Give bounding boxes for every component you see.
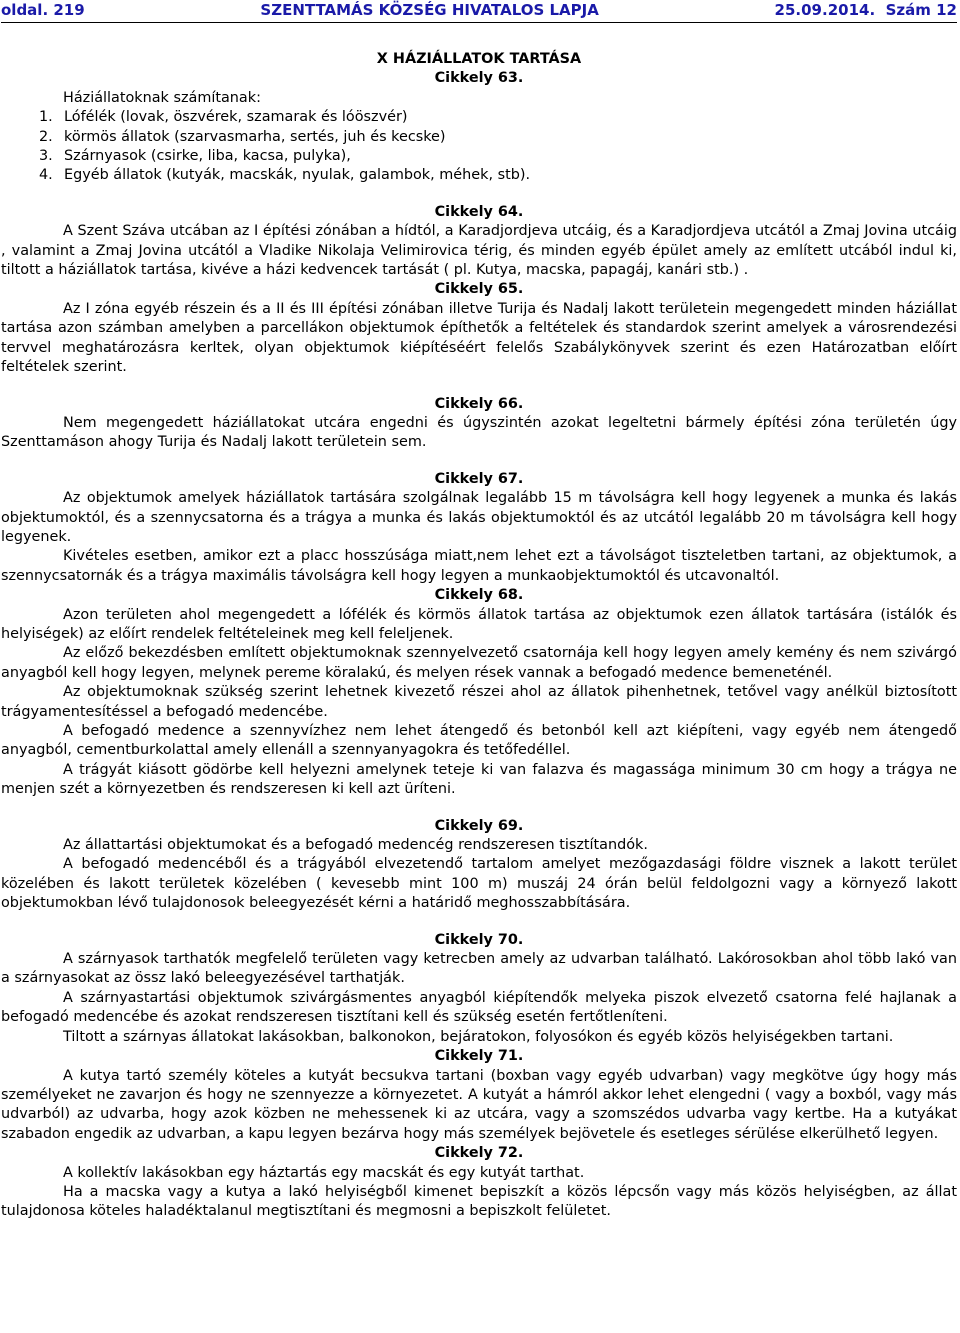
article-heading: Cikkely 67. (434, 470, 524, 487)
article-paragraph: A kollektív lakásokban egy háztartás egy macskát és egy kutyát tarthat. (63, 1164, 585, 1181)
article-heading: Cikkely 72. (434, 1145, 524, 1162)
issue-date: 25.09.2014. (774, 1, 876, 19)
article-paragraph: A kutya tartó személy köteles a kutyát becsukva tartani (boxban vagy egyéb udvarban) vagy megkötve úgy hogy más személyeket ne zavarjon és hogy ne szennyezze a környezetet. A kutyát a hámról akkor lehet elengedni ( vagy a boxból, vagy más udvarból) az udvarba, hogy azok közben ne mehessenek ki az utcára, vagy a szomszédos udvarba vagy kertbe. Ha a kutyákat szabadon engedik az udvarban, a kapu legyen bezárva hogy más személyek bejövetele és esetleges sérülése elkerülhető legyen. (1, 1067, 957, 1142)
article-paragraph: A Szent Száva utcában az I építési zónában a hídtól, a Karadjordjeva utcáig, és a Karadjordjeva utcától a Zmaj Jovina utcáig , valamint a Zmaj Jovina utcától a Vladike Nikolaja Velimirovica térig, és minden egyéb épület amely az említett utcából indul ki, tiltott a háziállatok tartása, kivéve a házi kedvencek tartását ( pl. Kutya, macska, papagáj, kanári stb.) . (1, 223, 957, 279)
article-paragraph: Az állattartási objektumokat és a befogadó medencég rendszeresen tisztítandók. (63, 837, 648, 854)
article-paragraph: Az objektumoknak szükség szerint lehetnek kivezető részei ahol az állatok pihenhetnek, tetővel vagy anélkül biztosított trágyamentesítéssel a befogadó medencébe. (1, 684, 957, 720)
list-item (1, 108, 957, 127)
list-item-number: 1. (39, 109, 53, 126)
page-number: oldal. 219 (1, 1, 85, 19)
article-heading: Cikkely 64. (434, 203, 524, 220)
article-heading: Cikkely 69. (434, 817, 524, 834)
article-paragraph: A szárnyasok tarthatók megfelelő területen vagy ketrecben amely az udvarban található. Lakórosokban ahol több lakó van a szárnyasokat az össz lakó beleegyezésével tarthatják. (1, 951, 957, 987)
article-paragraph: Azon területen ahol megengedett a lófélék és körmös állatok tartása az objektumok ezen állatok tartására (istálók és helyiségek) az előírt rendelek feltételeinek meg kell feleljenek. (1, 606, 957, 642)
list-item-number: 2. (39, 128, 53, 145)
article-paragraph: Nem megengedett háziállatokat utcára engedni és úgyszintén azokat legeltetni bármely építési zóna területén úgy Szenttamáson ahogy Turija és Nadalj lakott területein sem. (1, 414, 957, 451)
page-header (1, 0, 957, 23)
article-heading: Cikkely 68. (434, 587, 524, 604)
article-paragraph: A befogadó medence a szennyvízhez nem lehet átengedő és betonból kell azt kiépíteni, vagy egyéb nem átengedő anyagból, cementburkolattal amely ellenáll a szennyanyagokra és tetőfedéllel. (1, 723, 957, 759)
list-intro: Háziállatoknak számítanak: (63, 89, 261, 106)
article-paragraph: A szárnyastartási objektumok szivárgásmentes anyagból kiépítendők melyeka piszok elvezető csatorna felé hajlanak a befogadó medencébe és azokat rendszeresen tisztítani kell és szükség esetén fertőtleníteni. (1, 989, 957, 1026)
list-item-text: Lófélék (lovak, öszvérek, szamarak és lóöszvér) (64, 109, 408, 126)
article-heading: Cikkely 63. (434, 70, 524, 87)
issue-number: Szám 12 (885, 1, 957, 19)
list-item-text: körmös állatok (szarvasmarha, sertés, juh és kecske) (64, 128, 446, 145)
issue-info (775, 1, 957, 20)
article-paragraph: Az előző bekezdésben említett objektumoknak szennyelvezető csatornája kell hogy legyen amely kemény és nem szivárgó anyagból kell hogy legyen, melynek pereme köralakú, és melyen rések vannak a befogadó medence bemeneténél. (1, 645, 957, 681)
article-paragraph: Az I zóna egyéb részein és a II és III építési zónában illetve Turija és Nadalj lakott területein megengedett minden háziállat tartása azon számban amelyben a parcellákon objektumok építhetők a feltételek és standardok szerint amelyek a városrendezési tervvel meghatározásra kerltek, olyan objektumok kiépítéséért felelős Szabálykönyvek szerint és ezen Határozatban előírt feltételek szerint. (1, 300, 957, 376)
list-item-number: 3. (39, 148, 53, 165)
article-heading: Cikkely 70. (434, 931, 524, 948)
animal-category-list (1, 108, 957, 186)
list-item (1, 128, 957, 147)
journal-title: SZENTTAMÁS KÖZSÉG HIVATALOS LAPJA (260, 1, 599, 19)
article-heading: Cikkely 66. (434, 395, 524, 412)
article-paragraph: A befogadó medencéből és a trágyából elvezetendő tartalom amelyet mezőgazdasági földre visznek a lakott terület közelében és lakott területek közelében ( kevesebb mint 100 m) muszáj 24 órán belül feldolgozni vagy a környező lakott objektumokban lévő tulajdonosok beleegyezését kérni a határidő meghosszabbítására. (1, 856, 957, 912)
list-item (1, 147, 957, 166)
chapter-title: X HÁZIÁLLATOK TARTÁSA (376, 51, 582, 67)
list-item-text: Egyéb állatok (kutyák, macskák, nyulak, galambok, méhek, stb). (64, 167, 531, 184)
list-item-number: 4. (39, 167, 53, 184)
article-paragraph: A trágyát kiásott gödörbe kell helyezni amelynek teteje ki van falazva és magassága minimum 30 cm hogy a trágya ne menjen szét a környezetben és rendszeresen ki kell azt üríteni. (1, 761, 957, 798)
article-paragraph: Kivételes esetben, amikor ezt a placc hosszúsága miatt,nem lehet ezt a távolságot tiszteletben tartani, az objektumok, a szennycsatornák és a trágya maximális távolságra kell hogy legyen a munkaobjektumoktól és utcavonaltól. (1, 548, 957, 584)
article-paragraph: Tiltott a szárnyas állatokat lakásokban, balkonokon, bejáratokon, folyosókon és egyéb közös helyiségekben tartani. (63, 1028, 894, 1045)
list-item (1, 166, 957, 185)
article-heading: Cikkely 65. (434, 281, 524, 298)
list-item-text: Szárnyasok (csirke, liba, kacsa, pulyka), (64, 148, 351, 165)
article-paragraph: Ha a macska vagy a kutya a lakó helyiségből kimenet bepiszkít a közös lépcsőn vagy más közös helyiségben, az állat tulajdonosa köteles haladéktalanul megtisztítani és megmosni a bepiszkolt felületet. (1, 1183, 957, 1220)
article-paragraph: Az objektumok amelyek háziállatok tartására szolgálnak legalább 15 m távolságra kell hogy legyenek a munka és lakás objektumoktól, és a szennycsatorna és a trágya a munka és lakás objektumoktól és az utcától legalább 20 m távolságra kell hogy legyenek. (1, 490, 957, 545)
article-heading: Cikkely 71. (434, 1048, 524, 1065)
